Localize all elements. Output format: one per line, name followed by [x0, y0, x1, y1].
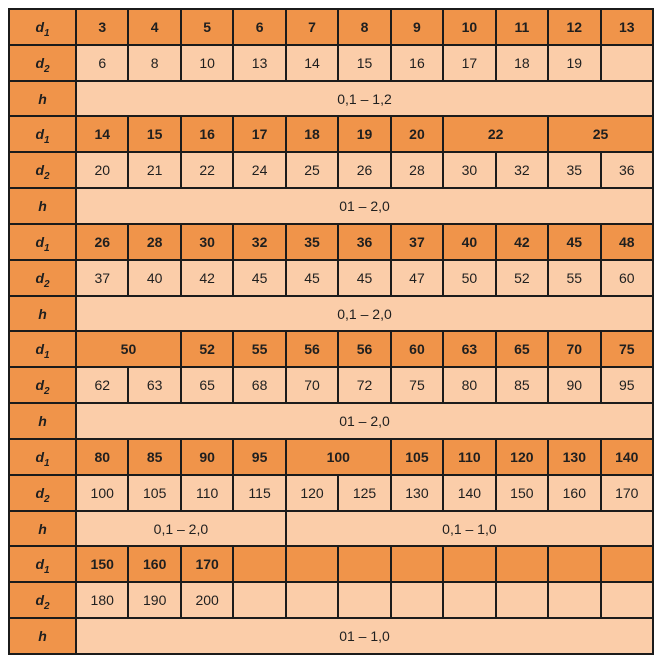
d1-cell: 100	[286, 439, 391, 475]
d2-cell: 28	[391, 152, 443, 188]
row-label-text: d	[35, 448, 44, 465]
row-label-text: d	[35, 54, 44, 71]
d1-cell	[338, 546, 390, 582]
row-label-text: d	[35, 377, 44, 394]
row-label-subscript: 1	[44, 242, 50, 254]
row-label-subscript: 1	[44, 135, 50, 147]
row-label-text: d	[35, 126, 44, 143]
d2-cell: 160	[548, 475, 600, 511]
d2-cell	[233, 582, 285, 618]
row-label-d1	[9, 331, 76, 367]
d1-cell: 13	[601, 9, 653, 45]
d1-cell: 22	[443, 116, 548, 152]
d1-row	[9, 331, 653, 367]
row-label-h	[9, 511, 76, 547]
d2-cell: 42	[181, 260, 233, 296]
row-label-text: h	[38, 90, 47, 107]
d1-cell: 30	[181, 224, 233, 260]
d1-cell	[548, 546, 600, 582]
row-label-text: d	[35, 556, 44, 573]
d2-cell: 120	[286, 475, 338, 511]
row-label-text: h	[38, 520, 47, 537]
d2-cell: 45	[286, 260, 338, 296]
d2-cell: 130	[391, 475, 443, 511]
d2-cell	[601, 45, 653, 81]
d2-cell: 36	[601, 152, 653, 188]
d1-cell: 75	[601, 331, 653, 367]
d1-cell	[391, 546, 443, 582]
d1-cell: 52	[181, 331, 233, 367]
d2-cell: 45	[338, 260, 390, 296]
d2-cell: 17	[443, 45, 495, 81]
d1-cell: 17	[233, 116, 285, 152]
d2-cell	[286, 582, 338, 618]
d2-cell: 35	[548, 152, 600, 188]
row-label-text: d	[35, 592, 44, 609]
d1-cell: 19	[338, 116, 390, 152]
d1-cell: 15	[128, 116, 180, 152]
d2-cell: 115	[233, 475, 285, 511]
dim-table-body	[9, 9, 653, 654]
d2-cell: 25	[286, 152, 338, 188]
d1-cell: 12	[548, 9, 600, 45]
d2-cell: 65	[181, 367, 233, 403]
dim-table	[8, 8, 654, 655]
row-label-subscript: 1	[44, 27, 50, 39]
d1-cell: 48	[601, 224, 653, 260]
d2-cell: 18	[496, 45, 548, 81]
h-cell: 0,1 – 1,2	[76, 81, 653, 117]
row-label-h	[9, 296, 76, 332]
d1-cell	[601, 546, 653, 582]
d2-cell	[391, 582, 443, 618]
d2-cell: 32	[496, 152, 548, 188]
d2-row	[9, 152, 653, 188]
d1-cell: 42	[496, 224, 548, 260]
h-cell: 0,1 – 1,0	[286, 511, 653, 547]
h-row	[9, 81, 653, 117]
d1-cell: 95	[233, 439, 285, 475]
d2-cell: 8	[128, 45, 180, 81]
d1-cell: 20	[391, 116, 443, 152]
d1-cell: 170	[181, 546, 233, 582]
h-cell: 0,1 – 2,0	[76, 511, 286, 547]
d1-cell: 5	[181, 9, 233, 45]
d2-cell: 110	[181, 475, 233, 511]
h-row	[9, 511, 653, 547]
h-row	[9, 296, 653, 332]
d2-cell: 75	[391, 367, 443, 403]
d1-cell: 85	[128, 439, 180, 475]
row-label-d2	[9, 367, 76, 403]
d1-cell: 50	[76, 331, 181, 367]
d2-cell: 22	[181, 152, 233, 188]
d2-cell: 125	[338, 475, 390, 511]
h-row	[9, 188, 653, 224]
d1-cell: 56	[338, 331, 390, 367]
row-label-h	[9, 618, 76, 654]
row-label-d2	[9, 475, 76, 511]
d1-cell: 7	[286, 9, 338, 45]
row-label-text: d	[35, 233, 44, 250]
d1-cell	[443, 546, 495, 582]
d2-cell: 30	[443, 152, 495, 188]
d1-cell: 10	[443, 9, 495, 45]
d2-cell: 21	[128, 152, 180, 188]
h-cell: 01 – 1,0	[76, 618, 653, 654]
row-label-text: h	[38, 198, 47, 215]
row-label-subscript: 1	[44, 350, 50, 362]
row-label-subscript: 1	[44, 457, 50, 469]
row-label-text: d	[35, 269, 44, 286]
h-cell: 0,1 – 2,0	[76, 296, 653, 332]
d2-cell: 15	[338, 45, 390, 81]
d2-cell	[496, 582, 548, 618]
row-label-text: h	[38, 305, 47, 322]
row-label-subscript: 2	[44, 493, 50, 505]
row-label-h	[9, 81, 76, 117]
d2-cell	[443, 582, 495, 618]
d1-row	[9, 439, 653, 475]
row-label-text: d	[35, 162, 44, 179]
d2-cell: 6	[76, 45, 128, 81]
d1-row	[9, 546, 653, 582]
d2-cell: 55	[548, 260, 600, 296]
d1-cell: 18	[286, 116, 338, 152]
d2-cell: 19	[548, 45, 600, 81]
row-label-d1	[9, 116, 76, 152]
d1-cell: 120	[496, 439, 548, 475]
row-label-d2	[9, 260, 76, 296]
d2-cell: 80	[443, 367, 495, 403]
d1-cell: 140	[601, 439, 653, 475]
row-label-subscript: 2	[44, 171, 50, 183]
d1-cell: 16	[181, 116, 233, 152]
row-label-h	[9, 403, 76, 439]
d1-cell: 45	[548, 224, 600, 260]
d2-cell: 45	[233, 260, 285, 296]
d2-cell: 70	[286, 367, 338, 403]
d2-cell: 72	[338, 367, 390, 403]
d2-cell: 105	[128, 475, 180, 511]
row-label-d1	[9, 224, 76, 260]
d1-cell	[233, 546, 285, 582]
row-label-text: d	[35, 341, 44, 358]
d2-cell: 95	[601, 367, 653, 403]
d1-cell: 4	[128, 9, 180, 45]
d2-cell	[601, 582, 653, 618]
d2-cell: 62	[76, 367, 128, 403]
d1-cell: 110	[443, 439, 495, 475]
d2-cell: 20	[76, 152, 128, 188]
d2-cell: 180	[76, 582, 128, 618]
d2-cell: 24	[233, 152, 285, 188]
d1-cell: 32	[233, 224, 285, 260]
d2-cell: 13	[233, 45, 285, 81]
d1-row	[9, 116, 653, 152]
d1-cell: 56	[286, 331, 338, 367]
d2-cell: 63	[128, 367, 180, 403]
row-label-subscript: 2	[44, 385, 50, 397]
d1-cell: 6	[233, 9, 285, 45]
h-cell: 01 – 2,0	[76, 188, 653, 224]
d1-cell: 160	[128, 546, 180, 582]
row-label-h	[9, 188, 76, 224]
d1-cell: 11	[496, 9, 548, 45]
d1-cell: 37	[391, 224, 443, 260]
d2-cell	[338, 582, 390, 618]
d2-cell: 26	[338, 152, 390, 188]
d2-cell: 170	[601, 475, 653, 511]
d1-cell: 35	[286, 224, 338, 260]
row-label-d1	[9, 9, 76, 45]
d1-cell: 55	[233, 331, 285, 367]
d2-cell: 16	[391, 45, 443, 81]
d1-cell: 26	[76, 224, 128, 260]
row-label-subscript: 2	[44, 600, 50, 612]
d2-cell: 100	[76, 475, 128, 511]
d2-cell: 40	[128, 260, 180, 296]
row-label-text: d	[35, 484, 44, 501]
d1-cell: 90	[181, 439, 233, 475]
row-label-d1	[9, 439, 76, 475]
h-row	[9, 403, 653, 439]
d2-row	[9, 45, 653, 81]
d1-cell: 14	[76, 116, 128, 152]
d2-cell: 10	[181, 45, 233, 81]
row-label-subscript: 2	[44, 278, 50, 290]
row-label-d2	[9, 582, 76, 618]
d1-row	[9, 224, 653, 260]
d1-cell: 25	[548, 116, 653, 152]
row-label-d2	[9, 45, 76, 81]
d1-cell: 80	[76, 439, 128, 475]
d1-cell: 130	[548, 439, 600, 475]
h-cell: 01 – 2,0	[76, 403, 653, 439]
d1-cell: 36	[338, 224, 390, 260]
d2-cell: 85	[496, 367, 548, 403]
d2-cell: 37	[76, 260, 128, 296]
row-label-d2	[9, 152, 76, 188]
d2-cell: 50	[443, 260, 495, 296]
d2-cell	[548, 582, 600, 618]
row-label-text: h	[38, 628, 47, 645]
row-label-text: h	[38, 413, 47, 430]
d2-cell: 60	[601, 260, 653, 296]
d1-cell: 63	[443, 331, 495, 367]
row-label-subscript: 2	[44, 63, 50, 75]
d1-cell: 70	[548, 331, 600, 367]
d2-cell: 14	[286, 45, 338, 81]
d1-cell: 65	[496, 331, 548, 367]
d2-cell: 200	[181, 582, 233, 618]
h-row	[9, 618, 653, 654]
d2-row	[9, 582, 653, 618]
d2-cell: 52	[496, 260, 548, 296]
d1-cell: 105	[391, 439, 443, 475]
d2-cell: 140	[443, 475, 495, 511]
d2-cell: 90	[548, 367, 600, 403]
row-label-subscript: 1	[44, 565, 50, 577]
row-label-d1	[9, 546, 76, 582]
d2-row	[9, 367, 653, 403]
row-label-text: d	[35, 18, 44, 35]
d1-cell: 28	[128, 224, 180, 260]
d2-row	[9, 475, 653, 511]
d1-cell: 3	[76, 9, 128, 45]
d1-cell	[286, 546, 338, 582]
d2-row	[9, 260, 653, 296]
d1-cell	[496, 546, 548, 582]
d1-cell: 8	[338, 9, 390, 45]
d1-cell: 60	[391, 331, 443, 367]
d1-cell: 40	[443, 224, 495, 260]
d1-cell: 150	[76, 546, 128, 582]
d1-cell: 9	[391, 9, 443, 45]
d2-cell: 150	[496, 475, 548, 511]
d2-cell: 47	[391, 260, 443, 296]
d1-row	[9, 9, 653, 45]
d2-cell: 190	[128, 582, 180, 618]
d2-cell: 68	[233, 367, 285, 403]
